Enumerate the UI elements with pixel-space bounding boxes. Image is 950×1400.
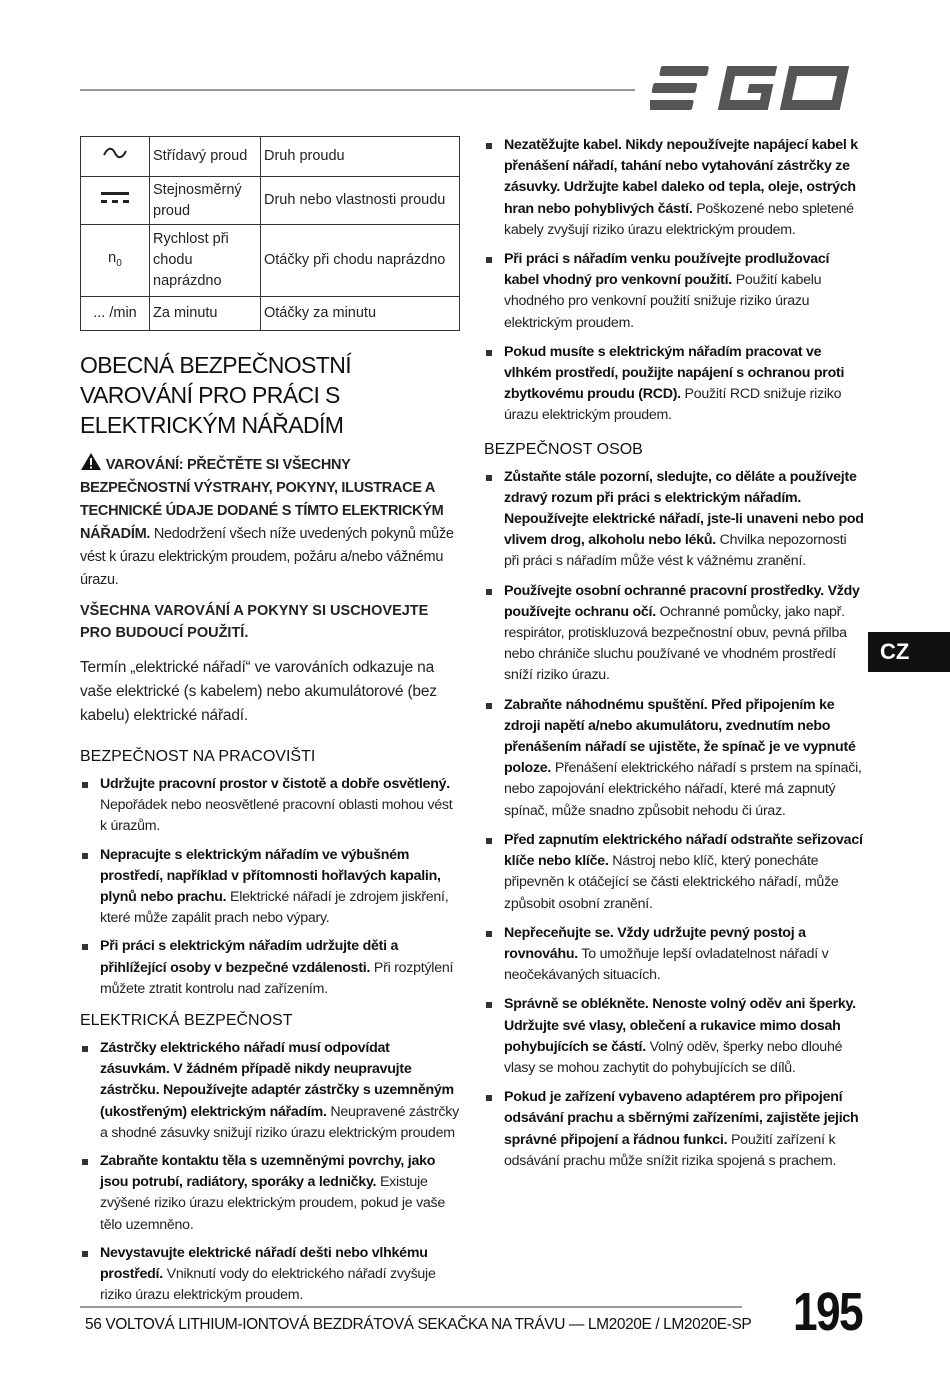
- table-cell: Střídavý proud: [150, 137, 261, 177]
- list-item: Nezatěžujte kabel. Nikdy nepoužívejte napájecí kabel k přenášení nářadí, tahání nebo vytahování zástrčky ze zásuvky. Udržujte kabel daleko od tepla, oleje, ostrých hran nebo pohyblivých částí. Poškozené nebo spletené kabely zvyšují riziko úrazu elektrickým proudem.: [484, 135, 864, 241]
- right-column: [484, 135, 864, 1172]
- electrical-list-right: [484, 135, 864, 427]
- page-number: 195: [793, 1282, 862, 1342]
- direct-current-icon: [100, 190, 130, 204]
- alternating-current-icon: [102, 146, 128, 160]
- list-item: Nepřeceňujte se. Vždy udržujte pevný postoj a rovnováhu. To umožňuje lepší ovladatelnost nářadí v neočekávaných situacích.: [484, 923, 864, 987]
- list-item: Správně se oblékněte. Nenoste volný oděv ani šperky. Udržujte své vlasy, oblečení a rukavice mimo dosah pohybujících se částí. Volný oděv, šperky nebo dlouhé vlasy se mohou zachytit do pohybujících se dílů.: [484, 994, 864, 1079]
- table-cell: Stejnosměrný proud: [150, 177, 261, 225]
- symbol-cell: [81, 177, 150, 225]
- list-item: Před zapnutím elektrického nářadí odstraňte seřizovací klíče nebo klíče. Nástroj nebo klíč, který ponecháte připevněn k otáčející se části elektrického nářadí, může způsobit osobní zranění.: [484, 830, 864, 915]
- list-item: Zůstaňte stále pozorní, sledujte, co děláte a používejte zdravý rozum při práci s elektrickým nářadím. Nepoužívejte elektrické nářadí, jste-li unaveni nebo pod vlivem drog, alkoholu nebo léků. Chvilka nepozornosti při práci s nářadím může vést k vážnému zranění.: [484, 467, 864, 573]
- ego-logo: [650, 62, 862, 114]
- page-title: OBECNÁ BEZPEČNOSTNÍ VAROVÁNÍ PRO PRÁCI S ELEKTRICKÝM NÁŘADÍM: [80, 352, 352, 438]
- table-cell: Za minutu: [150, 297, 261, 331]
- work-area-list: [80, 774, 462, 1000]
- list-item: Při práci s nářadím venku používejte prodlužovací kabel vhodný pro venkovní použití. Použití kabelu vhodného pro venkovní použití snižuje riziko úrazu elektrickým proudem.: [484, 249, 864, 334]
- symbol-cell: [81, 225, 150, 297]
- list-item: Zástrčky elektrického nářadí musí odpovídat zásuvkám. V žádném případě nikdy neupravujte zástrčku. Nepoužívejte adaptér zástrčky s uzemněným (ukostřeným) elektrickým nářadím. Neupravené zástrčky a shodné zásuvky snižují riziko úrazu elektrickým proudem: [80, 1038, 462, 1144]
- list-item: Zabraňte kontaktu těla s uzemněnými povrchy, jako jsou potrubí, radiátory, sporáky a ledničky. Existuje zvýšené riziko úrazu elektrickým proudem, pokud je vaše tělo uzemněno.: [80, 1151, 462, 1236]
- table-row: [81, 137, 460, 177]
- table-cell: Rychlost při chodu naprázdno: [150, 225, 261, 297]
- footer-title: 56 VOLTOVÁ LITHIUM-IONTOVÁ BEZDRÁTOVÁ SEKAČKA NA TRÁVU — LM2020E / LM2020E-SP: [85, 1316, 752, 1333]
- section-heading: BEZPEČNOST OSOB: [484, 440, 643, 458]
- table-row: [81, 177, 460, 225]
- list-item: Při práci s elektrickým nářadím udržujte děti a přihlížející osoby v bezpečné vzdálenosti. Při rozptýlení můžete ztratit kontrolu nad zařízením.: [80, 936, 462, 1000]
- electrical-list-left: [80, 1038, 462, 1306]
- warning-bold: VAROVÁNÍ: PŘEČTĚTE SI VŠECHNY BEZPEČNOSTNÍ VÝSTRAHY, POKYNY, ILUSTRACE A TECHNICKÉ ÚDAJE DODANÉ S TÍMTO ELEKTRICKÝM NÁŘADÍM.: [80, 457, 444, 542]
- table-cell: Otáčky za minutu: [261, 297, 460, 331]
- warning-paragraph: [80, 452, 462, 592]
- symbol-cell: ... /min: [81, 297, 150, 331]
- table-cell: Otáčky při chodu naprázdno: [261, 225, 460, 297]
- symbol-subscript: 0: [116, 257, 122, 269]
- section-heading: ELEKTRICKÁ BEZPEČNOST: [80, 1012, 293, 1030]
- section-heading: BEZPEČNOST NA PRACOVIŠTI: [80, 748, 316, 765]
- no-load-speed-symbol: n: [108, 249, 117, 266]
- left-column: [80, 350, 462, 1306]
- symbols-table: [80, 136, 460, 331]
- list-item: Pokud je zařízení vybaveno adaptérem pro připojení odsávání prachu a sběrnými zařízeními, zajistěte jejich správné připojení a řádnou funkci. Použití zařízení k odsávání prachu může snížit rizika spojená s prachem.: [484, 1087, 864, 1172]
- list-item: Nevystavujte elektrické nářadí dešti nebo vlhkému prostředí. Vniknutí vody do elektrického nářadí zvyšuje riziko úrazu elektrickým proudem.: [80, 1243, 462, 1307]
- table-row: [81, 297, 460, 331]
- list-item: Používejte osobní ochranné pracovní prostředky. Vždy používejte ochranu očí. Ochranné pomůcky, jako např. respirátor, protiskluzová bezpečnostní obuv, pevná přilba nebo chrániče sluchu používané ve vhodném prostředí sníží riziko úrazu.: [484, 581, 864, 687]
- footer-rule: [80, 1306, 742, 1308]
- table-cell: Druh proudu: [261, 137, 460, 177]
- warning-text: Nedodržení všech níže uvedených pokynů může vést k úrazu elektrickým proudem, požáru a/nebo vážnému úrazu.: [80, 526, 454, 588]
- term-note: Termín „elektrické nářadí“ ve varováních odkazuje na vaše elektrické (s kabelem) nebo akumulátorové (bez kabelu) elektrické nářadí.: [80, 659, 437, 724]
- keep-instructions: VŠECHNA VAROVÁNÍ A POKYNY SI USCHOVEJTE PRO BUDOUCÍ POUŽITÍ.: [80, 603, 429, 641]
- list-item: Pokud musíte s elektrickým nářadím pracovat ve vlhkém prostředí, použijte napájení s ochranou proti zbytkovému proudu (RCD). Použití RCD snižuje riziko úrazu elektrickým proudem.: [484, 342, 864, 427]
- symbol-cell: [81, 137, 150, 177]
- table-cell: Druh nebo vlastnosti proudu: [261, 177, 460, 225]
- warning-triangle-icon: [80, 452, 102, 471]
- list-item: Zabraňte náhodnému spuštění. Před připojením ke zdroji napětí a/nebo akumulátoru, zvednutím nebo přenášením nářadí se ujistěte, že spínač je ve vypnuté poloze. Přenášení elektrického nářadí s prstem na spínači, nebo zapojování elektrického nářadí, které má zapnutý spínač, může snadno způsobit nehodu či úraz.: [484, 695, 864, 822]
- list-item: Udržujte pracovní prostor v čistotě a dobře osvětlený. Nepořádek nebo neosvětlené pracovní oblasti mohou vést k úrazům.: [80, 774, 462, 838]
- header-rule: [80, 89, 635, 91]
- personal-safety-list: [484, 467, 864, 1172]
- table-row: [81, 225, 460, 297]
- language-tab: CZ: [868, 632, 950, 672]
- list-item: Nepracujte s elektrickým nářadím ve výbušném prostředí, například v přítomnosti hořlavých kapalin, plynů nebo prachu. Elektrické nářadí je zdrojem jiskření, které může zapálit prach nebo výpary.: [80, 845, 462, 930]
